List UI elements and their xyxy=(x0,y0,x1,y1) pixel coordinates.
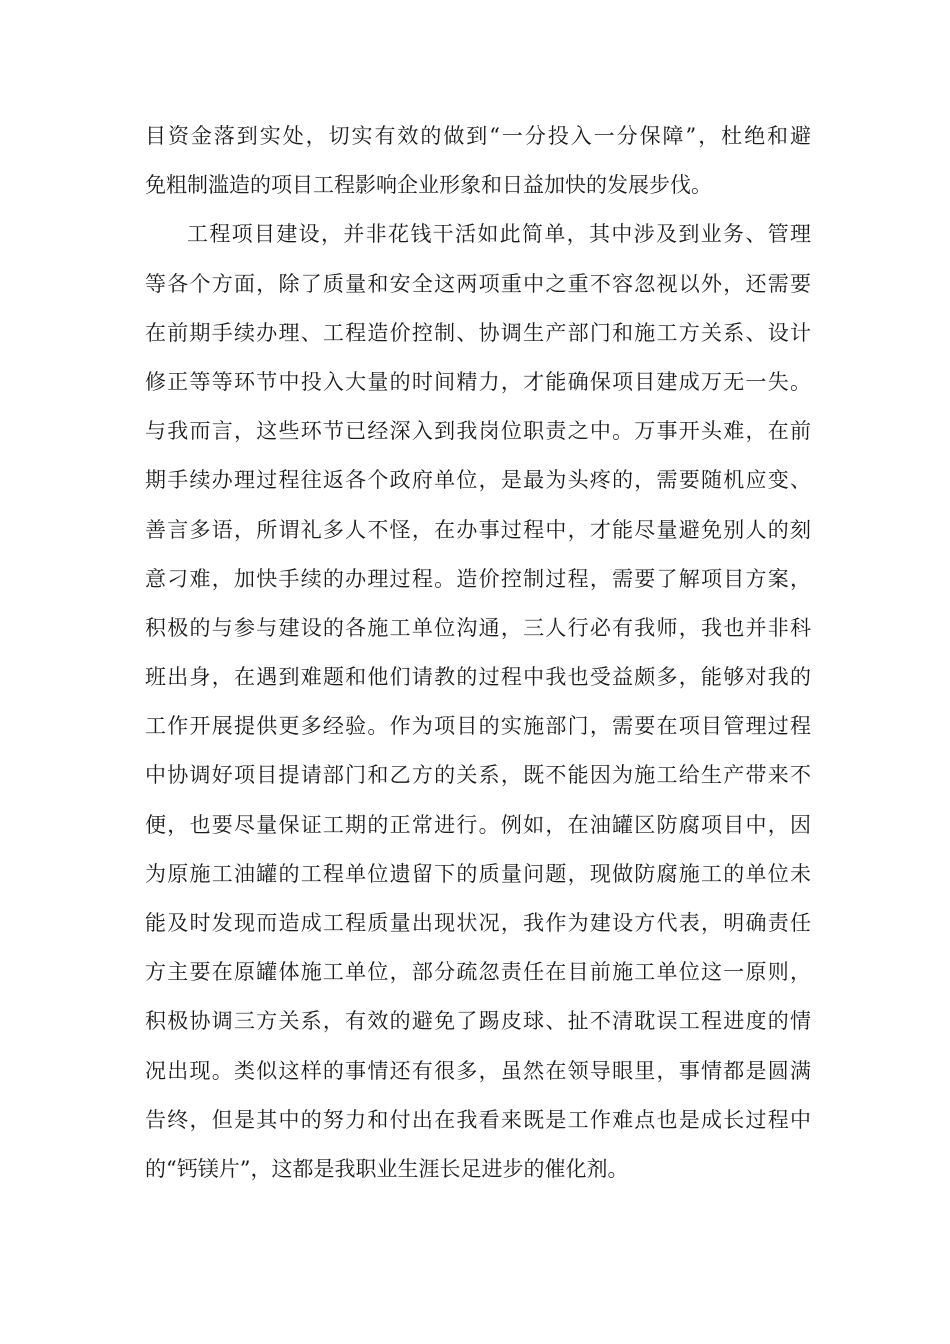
paragraph-line: 工作开展提供更多经验。作为项目的实施部门，需要在项目管理过程 xyxy=(145,714,811,739)
paragraph-line: 等各个方面，除了质量和安全这两项重中之重不容忽视以外，还需要 xyxy=(145,271,811,296)
paragraph-line: 在前期手续办理、工程造价控制、协调生产部门和施工方关系、设计 xyxy=(145,320,811,345)
paragraph-line: 能及时发现而造成工程质量出现状况，我作为建设方代表，明确责任 xyxy=(145,911,811,935)
paragraph-line: 期手续办理过程往返各个政府单位，是最为头疼的，需要随机应变、 xyxy=(145,468,811,493)
paragraph-line: 告终，但是其中的努力和付出在我看来既是工作难点也是成长过程中 xyxy=(145,1107,811,1132)
paragraph-2 xyxy=(145,210,811,1194)
paragraph-line: 便，也要尽量保证工期的正常进行。例如，在油罐区防腐项目中，因 xyxy=(145,812,811,837)
paragraph-1 xyxy=(145,112,811,210)
document-body xyxy=(145,112,811,1194)
paragraph-line: 与我而言，这些环节已经深入到我岗位职责之中。万事开头难，在前 xyxy=(145,419,811,444)
paragraph-line: 为原施工油罐的工程单位遗留下的质量问题，现做防腐施工的单位未 xyxy=(145,861,811,886)
paragraph-line: 方主要在原罐体施工单位，部分疏忽责任在目前施工单位这一原则， xyxy=(145,960,811,985)
paragraph-line: 意刁难，加快手续的办理过程。造价控制过程，需要了解项目方案， xyxy=(145,566,811,591)
paragraph-line: 善言多语，所谓礼多人不怪，在办事过程中，才能尽量避免别人的刻 xyxy=(145,517,811,542)
paragraph-line: 积极的与参与建设的各施工单位沟通，三人行必有我师，我也并非科 xyxy=(145,615,811,640)
paragraph-line: 积极协调三方关系，有效的避免了踢皮球、扯不清耽误工程进度的情 xyxy=(145,1009,811,1034)
paragraph-line: 的“钙镁片”，这都是我职业生涯长足进步的催化剂。 xyxy=(145,1156,629,1181)
paragraph-line: 免粗制滥造的项目工程影响企业形象和日益加快的发展步伐。 xyxy=(145,173,712,198)
paragraph-line: 修正等等环节中投入大量的时间精力，才能确保项目建成万无一失。 xyxy=(145,369,811,394)
paragraph-line: 中协调好项目提请部门和乙方的关系，既不能因为施工给生产带来不 xyxy=(145,763,811,788)
paragraph-line: 况出现。类似这样的事情还有很多，虽然在领导眼里，事情都是圆满 xyxy=(145,1058,811,1083)
paragraph-line: 目资金落到实处，切实有效的做到“一分投入一分保障”，杜绝和避 xyxy=(145,124,811,148)
paragraph-line: 工程项目建设，并非花钱干活如此简单，其中涉及到业务、管理 xyxy=(187,222,811,247)
paragraph-line: 班出身，在遇到难题和他们请教的过程中我也受益颇多，能够对我的 xyxy=(145,665,811,690)
